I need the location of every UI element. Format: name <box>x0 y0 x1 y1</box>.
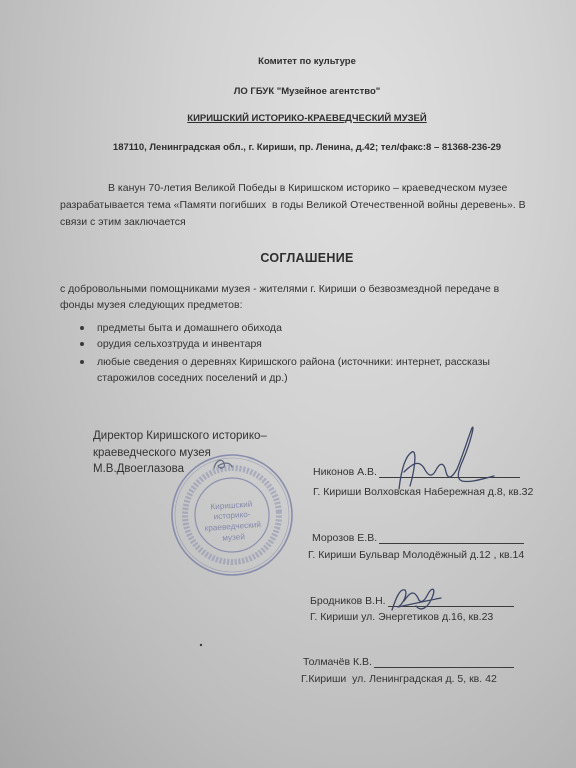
signature-line <box>379 533 524 544</box>
stamp-text: краеведческий <box>204 520 262 533</box>
bullet-icon <box>80 360 84 364</box>
director-title: краеведческого музея <box>93 447 211 459</box>
subject-line: фонды музея следующих предметов: <box>60 299 243 311</box>
signatory-row <box>313 466 520 478</box>
signatory-address: Г. Кириши Волховская Набережная д.8, кв.32 <box>313 486 534 498</box>
agreement-title: СОГЛАШЕНИЕ <box>260 251 354 265</box>
signature-line <box>388 596 514 607</box>
bullet-icon <box>80 326 84 330</box>
agency-line: ЛО ГБУК "Музейное агентство" <box>233 86 381 97</box>
subject-line: с добровольными помощниками музея - жителями г. Кириши о безвозмездной передаче в <box>60 283 500 295</box>
bullet-icon <box>80 342 84 346</box>
signatory-name: Никонов А.В. <box>313 466 377 478</box>
signatory-address: Г.Кириши ул. Ленинградская д. 5, кв. 42 <box>301 673 497 685</box>
list-item-continuation: старожилов соседних поселений и др.) <box>97 372 288 384</box>
intro-line: разрабатывается тема «Памяти погибших в годы Великой Отечественной войны деревень». В <box>60 199 526 211</box>
museum-stamp <box>166 449 298 581</box>
signatory-name: Морозов Е.В. <box>312 532 378 544</box>
signatory-address: Г. Кириши Бульвар Молодёжный д.12 , кв.14 <box>308 549 525 561</box>
stamp-text: историко- <box>213 509 251 522</box>
signatory-row <box>303 656 514 668</box>
signature-line <box>374 657 514 668</box>
director-name: М.В.Двоеглазова <box>93 463 185 475</box>
signature-line <box>379 467 520 478</box>
signatory-row <box>312 532 524 544</box>
signatory-address: Г. Кириши ул. Энергетиков д.16, кв.23 <box>310 611 494 623</box>
intro-line: связи с этим заключается <box>60 216 186 228</box>
intro-line: В канун 70-летия Великой Победы в Киришском историко – краеведческом музее <box>108 182 508 194</box>
museum-address: 187110, Ленинградская обл., г. Кириши, пр. Ленина, д.42; тел/факс:8 – 81368-236-29 <box>112 142 502 153</box>
list-item: предметы быта и домашнего обихода <box>97 322 282 334</box>
committee-line: Комитет по культуре <box>258 56 356 67</box>
list-item: орудия сельхозтруда и инвентаря <box>97 338 262 350</box>
signature-nikonov <box>399 427 494 489</box>
signatory-name: Толмачёв К.В. <box>303 656 372 668</box>
signatory-name: Бродников В.Н. <box>310 595 386 607</box>
list-item: любые сведения о деревнях Киришского района (источники: интернет, рассказы <box>97 356 490 368</box>
museum-name: КИРИШСКИЙ ИСТОРИКО-КРАЕВЕДЧЕСКИЙ МУЗЕЙ <box>187 113 427 124</box>
stamp-text: музей <box>221 532 246 543</box>
stamp-text: Киришский <box>210 499 253 512</box>
ink-dot <box>200 644 202 646</box>
director-title: Директор Киришского историко– <box>93 430 267 442</box>
signatory-row <box>310 595 514 607</box>
